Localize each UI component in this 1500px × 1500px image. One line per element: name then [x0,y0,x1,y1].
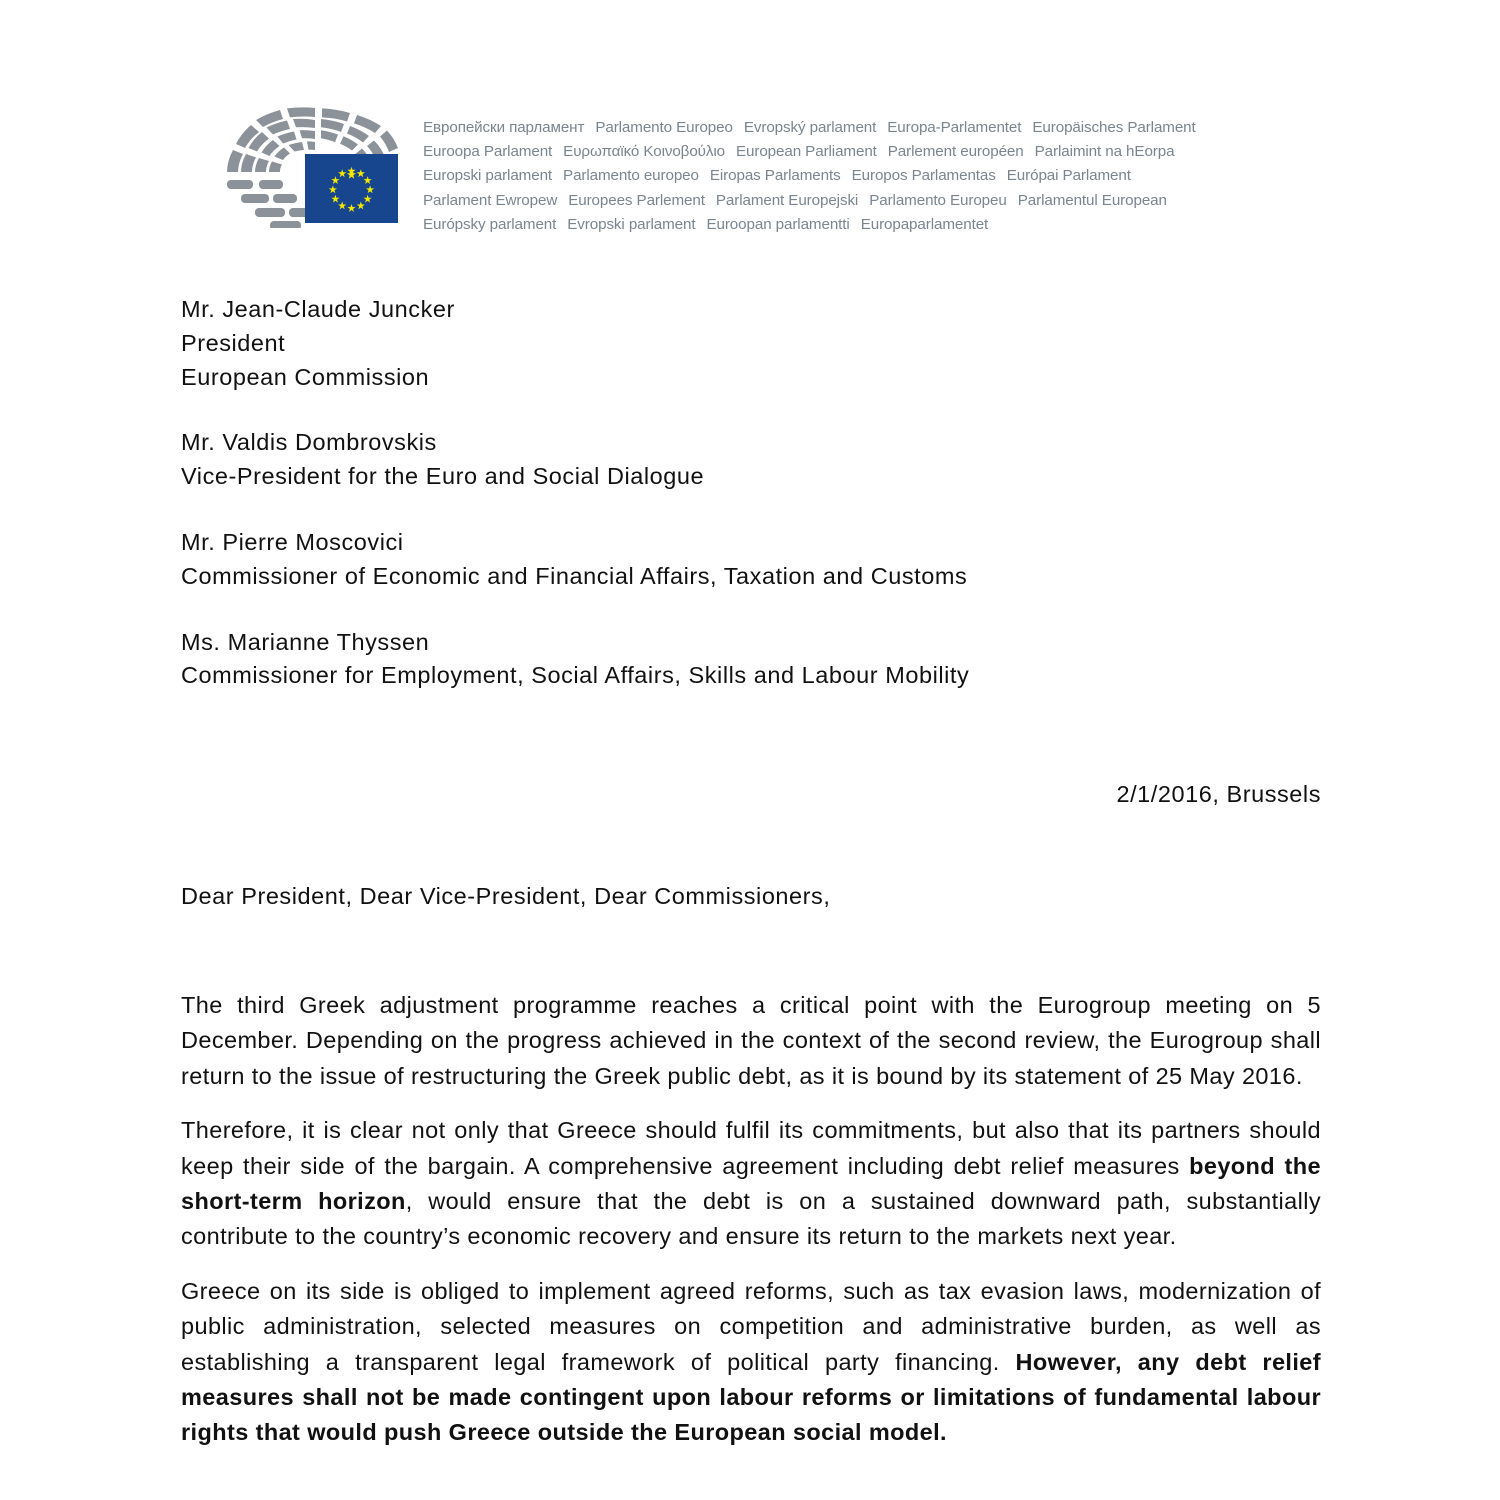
addressee-title: President [181,329,286,356]
text-run: Therefore, it is clear not only that Greece should fulfil its commitments, but also that its partners should keep their side of the bargain. A comprehensive agreement including debt relief measures [181,1117,1321,1179]
language-row-3 [423,164,1321,188]
language-name: Európai Parlament [1006,167,1131,185]
letter-body [181,988,1321,1451]
addressee-org: European Commission [181,363,430,390]
language-row-1 [423,116,1321,140]
addressee-1 [181,293,1321,394]
language-name: Ευρωπαϊκό Κοινοβούλιο [563,143,725,161]
dateline: 2/1/2016, Brussels [1116,781,1321,807]
paragraph-1 [181,988,1321,1094]
european-parliament-logo [181,104,399,246]
language-name: Европейски парламент [423,119,585,136]
language-name: Europees Parlement [568,191,705,209]
language-name: Euroopan parlamentti [706,215,850,233]
language-row-4 [423,189,1321,213]
addressee-title: Commissioner of Economic and Financial Affairs, Taxation and Customs [181,562,968,589]
language-row-2 [423,140,1321,164]
language-name: Europos Parlamentas [851,167,996,185]
text-run: Greece on its side is obliged to implement agreed reforms, such as tax evasion laws, modernization of public administration, selected measures on competition and administrative burden, as well as establishing a transparent legal framework of political party financing. [181,1277,1321,1375]
addressee-name: Mr. Jean-Claude Juncker [181,296,455,322]
language-name: Evropski parlament [567,215,696,233]
language-name: Europski parlament [423,167,553,185]
language-name: Europäisches Parlament [1032,119,1196,136]
language-name: Európsky parlament [423,215,557,233]
language-row-5 [423,213,1321,237]
paragraph-2 [181,1113,1321,1255]
language-name: Parlamento Europeu [869,191,1007,209]
language-name: Parlamentul European [1017,191,1167,209]
addressee-block [181,293,1321,693]
language-name: Euroopa Parlament [423,143,553,161]
addressee-4 [181,626,1321,694]
language-name: Parlament Ewropew [423,191,558,209]
addressee-name: Mr. Valdis Dombrovskis [181,429,437,456]
language-name: Parlament Europejski [715,191,859,209]
addressee-name: Mr. Pierre Moscovici [181,528,404,555]
text-run: The third Greek adjustment programme reaches a critical point with the Eurogroup meeting on 5 December. Depending on the progress achieved in the context of the second review, the Eurogroup shall return to the issue of restructuring the Greek public debt, as it is bound by its statement of 25 May 2016. [181,992,1321,1089]
paragraph-3 [181,1274,1321,1451]
bold-run: However, any debt relief measures shall not be made contingent upon labour reforms or limitations of fundamental labour rights that would push Greece outside the European social model. [181,1348,1321,1446]
language-name: Eiropas Parlaments [709,167,841,185]
addressee-title: Vice-President for the Euro and Social Dialogue [181,463,705,490]
addressee-name: Ms. Marianne Thyssen [181,628,430,655]
language-name: Parlamento europeo [563,167,699,185]
language-name: Europaparlamentet [860,215,989,233]
addressee-title: Commissioner for Employment, Social Affairs, Skills and Labour Mobility [181,662,970,689]
eu-flag [305,154,398,223]
text-run: , would ensure that the debt is on a sustained downward path, substantially contribute to the country’s economic recovery and ensure its return to the markets next year. [181,1188,1321,1250]
letterhead [181,104,1321,246]
addressee-2 [181,426,1321,494]
language-name: Parlaimint na hEorpa [1034,143,1175,161]
language-name: Parlement européen [887,143,1024,161]
language-name: Europa-Parlamentet [887,119,1022,136]
language-name: Parlamento Europeo [595,119,733,136]
language-name: Evropský parlament [743,119,877,136]
bold-run: beyond the short-term horizon [181,1152,1321,1215]
language-name: European Parliament [736,143,877,161]
letterhead-languages [399,104,1321,237]
salutation: Dear President, Dear Vice-President, Dear Commissioners, [181,883,831,909]
addressee-3 [181,526,1321,594]
